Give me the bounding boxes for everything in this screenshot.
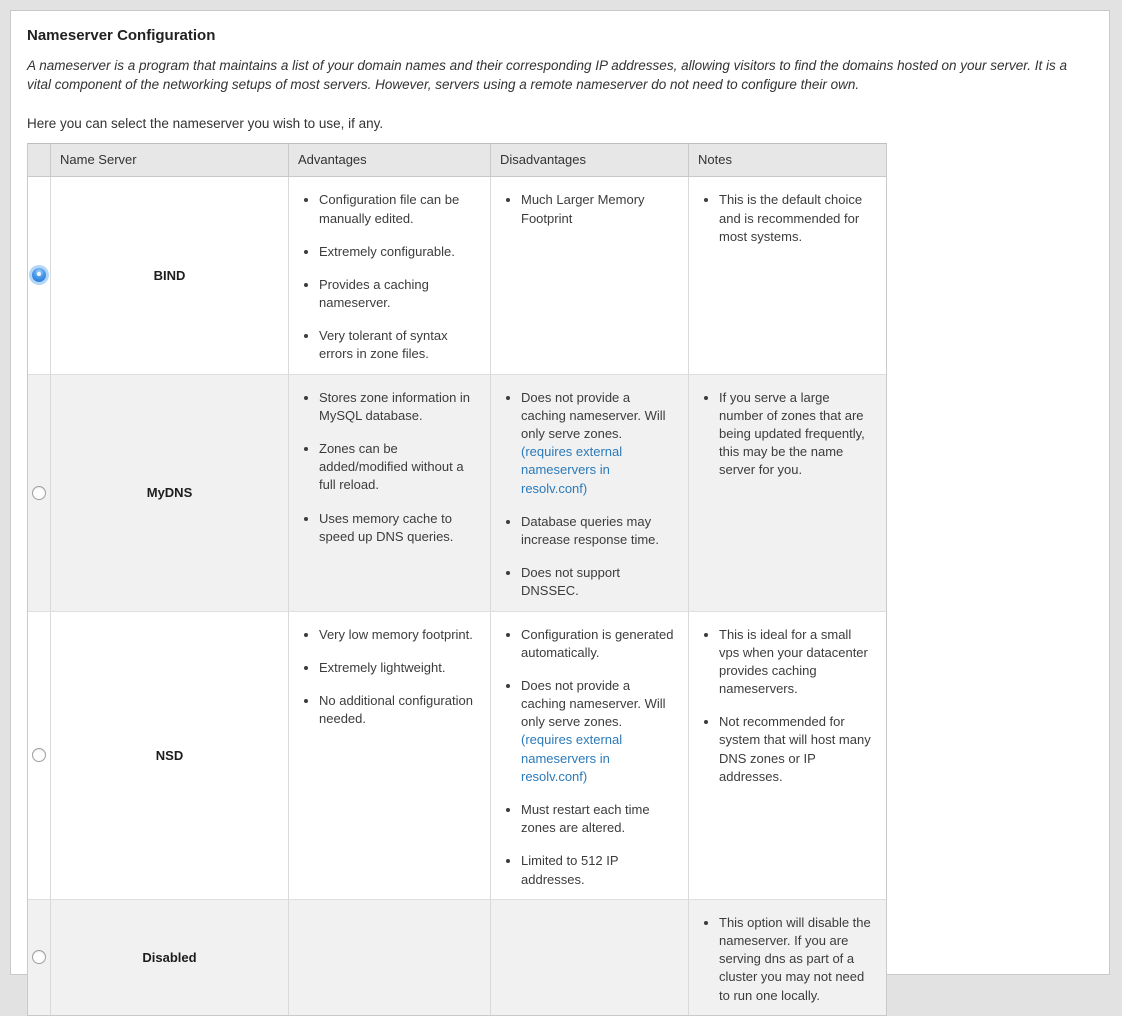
disadvantages-cell [490,177,688,373]
notes-cell [688,612,886,899]
column-header-name-server: Name Server [50,144,288,176]
disadvantages-item: • Does not provide a caching nameserver. Will only serve zones. (requires external nameservers in resolv.conf) [521,389,676,498]
nameserver-radio[interactable] [32,486,46,500]
nameserver-label: MyDNS [50,375,288,611]
nameserver-radio[interactable] [32,268,46,282]
content-panel [10,10,1110,1003]
disadvantages-list [501,191,676,227]
disadvantages-item: • Does not provide a caching nameserver. Will only serve zones. (requires external nameservers in resolv.conf) [521,677,676,786]
nameserver-radio-cell[interactable] [28,900,50,1015]
advantages-item: • Provides a caching nameserver. [319,276,478,312]
nameserver-row [28,612,886,900]
nameserver-radio[interactable] [32,950,46,964]
nameserver-label: NSD [50,612,288,899]
nameserver-radio-cell[interactable] [28,612,50,899]
page-description: A nameserver is a program that maintains a list of your domain names and their corresponding IP addresses, allowing visitors to find the domains hosted on your server. It is a vital component of the networking setups of most servers. However, servers using a remote nameserver do not need to configure their own. [27,58,1068,93]
table-header-row [28,144,886,177]
advantages-item: • Configuration file can be manually edited. [319,191,478,227]
nameserver-label: BIND [50,177,288,373]
advantages-item: • Zones can be added/modified without a full reload. [319,440,478,495]
advantages-cell [288,900,490,1015]
advantages-item: • No additional configuration needed. [319,692,478,728]
table-body [28,177,886,1014]
disadvantages-item: • Database queries may increase response time. [521,513,676,549]
advantages-item: • Uses memory cache to speed up DNS queries. [319,510,478,546]
notes-list [699,389,874,480]
notes-item: • This is the default choice and is recommended for most systems. [719,191,874,246]
disadvantages-item: • Much Larger Memory Footprint [521,191,676,227]
notes-cell [688,177,886,373]
disadvantages-list [501,389,676,601]
advantages-item: • Very tolerant of syntax errors in zone files. [319,327,478,363]
column-header-advantages: Advantages [288,144,490,176]
notes-item: • If you serve a large number of zones that are being updated frequently, this may be the name server for you. [719,389,874,480]
nameserver-radio[interactable] [32,748,46,762]
disadvantages-item: • Must restart each time zones are altered. [521,801,676,837]
disadvantages-cell [490,900,688,1015]
advantages-list [299,389,478,546]
column-header-radio [28,144,50,176]
advantages-item: • Extremely configurable. [319,243,478,261]
column-header-notes: Notes [688,144,886,176]
notes-item: • Not recommended for system that will host many DNS zones or IP addresses. [719,713,874,786]
disadvantages-cell [490,375,688,611]
disadvantages-cell [490,612,688,899]
nameserver-row [28,177,886,374]
advantages-cell [288,612,490,899]
nameserver-row [28,900,886,1015]
advantages-item: • Extremely lightweight. [319,659,478,677]
column-header-disadvantages: Disadvantages [490,144,688,176]
page-title: Nameserver Configuration [27,27,216,44]
nameserver-radio-cell[interactable] [28,375,50,611]
notes-list [699,191,874,246]
nameserver-label: Disabled [50,900,288,1015]
advantages-item: • Stores zone information in MySQL database. [319,389,478,425]
nameserver-table [27,143,887,1015]
notes-list [699,626,874,787]
resolv-conf-link[interactable]: (requires external nameservers in resolv.conf) [521,732,623,784]
advantages-item: • Very low memory footprint. [319,626,478,644]
notes-list [699,914,874,1005]
nameserver-radio-cell[interactable] [28,177,50,373]
disadvantages-item: • Limited to 512 IP addresses. [521,852,676,888]
nameserver-row [28,375,886,612]
notes-cell [688,375,886,611]
advantages-cell [288,375,490,611]
advantages-cell [288,177,490,373]
advantages-list [299,626,478,729]
notes-item: • This option will disable the nameserver. If you are serving dns as part of a cluster you may not need to run one locally. [719,914,874,1005]
notes-item: • This is ideal for a small vps when your datacenter provides caching nameservers. [719,626,874,699]
disadvantages-item: • Configuration is generated automatically. [521,626,676,662]
selection-instruction: Here you can select the nameserver you wish to use, if any. [27,116,384,132]
resolv-conf-link[interactable]: (requires external nameservers in resolv.conf) [521,444,623,496]
notes-cell [688,900,886,1015]
disadvantages-list [501,626,676,889]
disadvantages-item: • Does not support DNSSEC. [521,564,676,600]
advantages-list [299,191,478,363]
